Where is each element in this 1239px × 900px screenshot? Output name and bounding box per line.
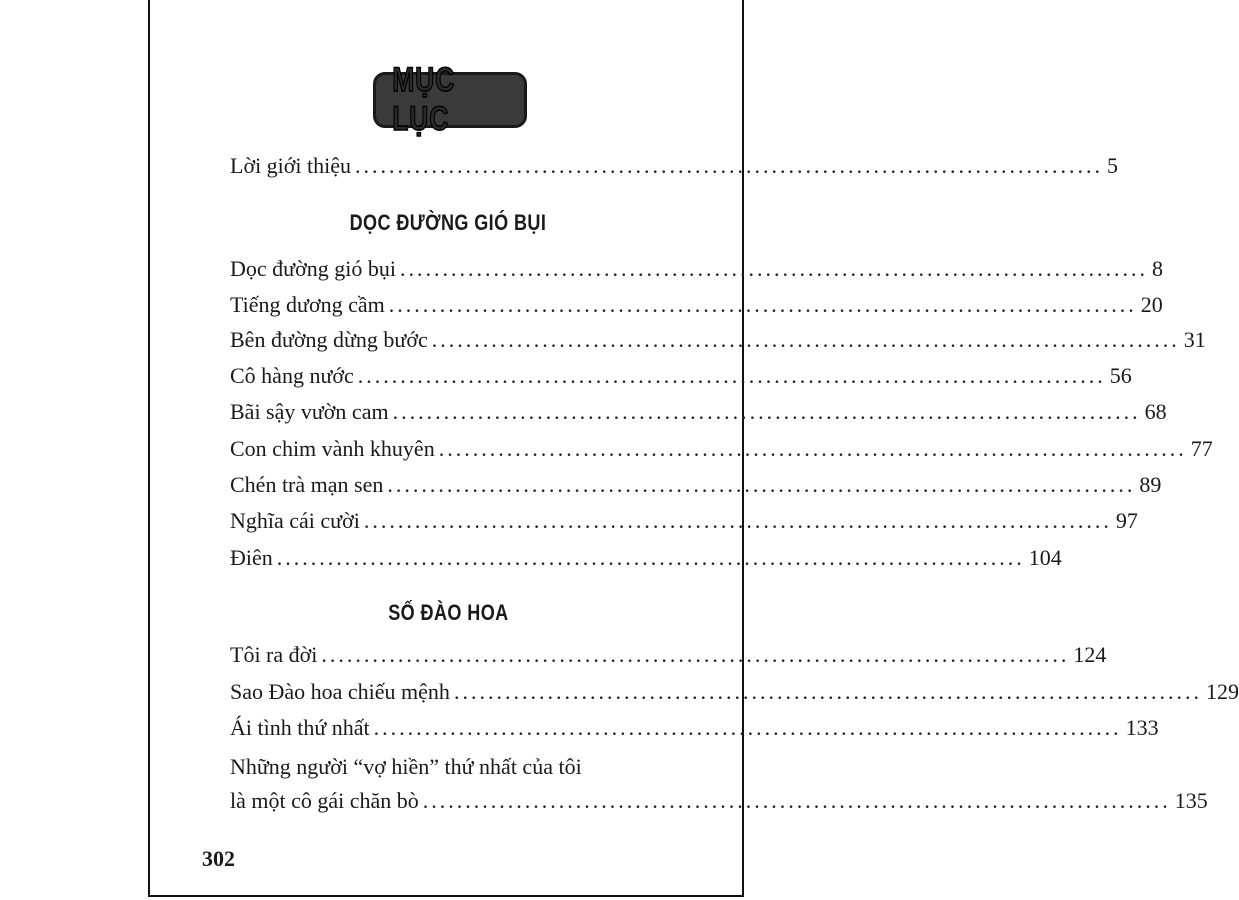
entry-page: 135 [1174, 788, 1208, 813]
entry-page: 31 [1183, 327, 1206, 352]
dot-leader: ........................................................................................ [399, 256, 1148, 281]
dot-leader: ........................................................................................ [357, 363, 1106, 388]
dot-leader: ........................................................................................ [422, 788, 1171, 813]
entry-page: 20 [1140, 292, 1163, 317]
dot-leader: ........................................................................................ [388, 292, 1137, 317]
toc-entry [230, 640, 1107, 670]
dot-leader: ........................................................................................ [363, 508, 1112, 533]
entry-page: 129 [1205, 679, 1239, 704]
toc-entry [230, 290, 1163, 320]
entry-title: Tiếng dương cầm [230, 292, 385, 317]
entry-title: Ái tình thứ nhất [230, 715, 370, 740]
toc-entry [230, 713, 1159, 743]
toc-entry [230, 434, 1213, 464]
entry-page: 104 [1028, 545, 1062, 570]
entry-page: 56 [1109, 363, 1132, 388]
entry-title-line-1: Những người “vợ hiền” thứ nhất của tôi [230, 754, 582, 779]
entry-title: Bãi sậy vườn cam [230, 399, 389, 424]
toc-entry [230, 677, 1239, 707]
entry-title: Cô hàng nước [230, 363, 354, 388]
entry-page: 97 [1115, 508, 1138, 533]
entry-title-line-2: là một cô gái chăn bò [230, 788, 419, 813]
entry-title: Con chim vành khuyên [230, 436, 435, 461]
toc-title: MỤC LỤC [392, 61, 456, 138]
toc-entry [230, 254, 1163, 284]
dot-leader: ........................................................................................ [431, 327, 1180, 352]
toc-title-badge [373, 61, 527, 138]
toc-entry [230, 325, 1206, 355]
dot-leader: ........................................................................................ [355, 153, 1104, 178]
section-heading-1: DỌC ĐƯỜNG GIÓ BỤI [349, 210, 547, 235]
dot-leader: ........................................................................................ [321, 642, 1070, 667]
dot-leader: ........................................................................................ [438, 436, 1187, 461]
entry-title: Tôi ra đời [230, 642, 318, 667]
entry-title: Chén trà mạn sen [230, 472, 384, 497]
toc-entry-intro [230, 151, 1119, 181]
toc-entry [230, 361, 1132, 391]
entry-page: 124 [1073, 642, 1107, 667]
toc-entry [230, 543, 1062, 573]
entry-page: 77 [1190, 436, 1213, 461]
section-heading-2: SỐ ĐÀO HOA [387, 600, 509, 625]
dot-leader: ........................................................................................ [373, 715, 1122, 740]
entry-title: Bên đường dừng bước [230, 327, 428, 352]
entry-page: 5 [1107, 153, 1119, 178]
entry-title: Lời giới thiệu [230, 153, 352, 178]
dot-leader: ........................................................................................ [276, 545, 1025, 570]
entry-page: 68 [1144, 399, 1167, 424]
toc-entry [230, 506, 1138, 536]
entry-title: Nghĩa cái cười [230, 508, 360, 533]
entry-title: Sao Đào hoa chiếu mệnh [230, 679, 450, 704]
dot-leader: ........................................................................................ [453, 679, 1202, 704]
entry-page: 133 [1125, 715, 1159, 740]
toc-entry-multiline [230, 786, 1208, 816]
entry-title: Điên [230, 545, 273, 570]
dot-leader: ........................................................................................ [392, 399, 1141, 424]
book-page [148, 0, 1239, 897]
toc-entry [230, 397, 1167, 427]
entry-page: 8 [1151, 256, 1163, 281]
toc-entry [230, 470, 1162, 500]
page-number: 302 [202, 846, 235, 871]
entry-page: 89 [1139, 472, 1162, 497]
entry-title: Dọc đường gió bụi [230, 256, 396, 281]
dot-leader: ........................................................................................ [387, 472, 1136, 497]
